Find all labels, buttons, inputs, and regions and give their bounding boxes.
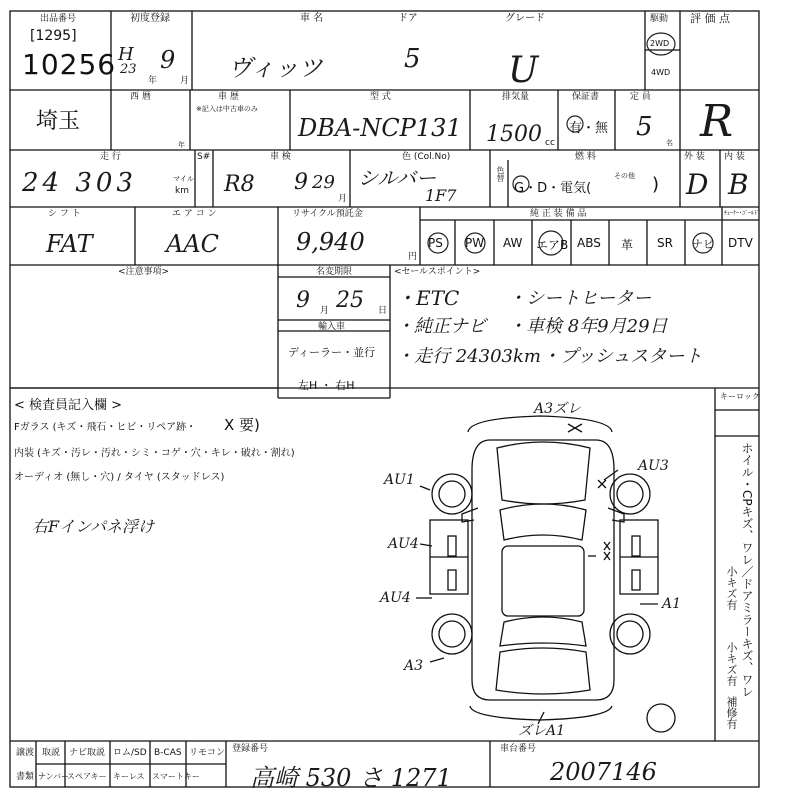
- side-note-small-scratch-1: 小キズ有: [725, 566, 738, 610]
- inspection-label: 車 検: [270, 152, 291, 162]
- mileage: 24 303: [22, 168, 137, 198]
- recycle-label: リサイクル預託金: [292, 209, 363, 219]
- door-count: 5: [404, 44, 421, 74]
- equip-ps: PS: [428, 236, 443, 250]
- expiry-month-unit: 月: [320, 306, 330, 316]
- damage-au1: AU1: [384, 472, 415, 488]
- recycle-yen: 円: [408, 252, 418, 262]
- equipment-label: 純 正 装 備 品: [530, 209, 587, 219]
- transfer-label: 譲渡: [16, 748, 35, 758]
- color-code: 1F7: [425, 186, 457, 205]
- grade-label: グレード: [505, 13, 545, 24]
- selling-point-navi: ・純正ナビ: [396, 316, 486, 337]
- ac-label: エ ア コ ン: [172, 209, 217, 219]
- color-name: シルバー: [358, 166, 437, 190]
- warranty-label: 保証書: [572, 92, 600, 102]
- import-dealer: ディーラー・並行: [288, 346, 376, 359]
- expiry-label: 名変期限: [316, 267, 353, 277]
- region-label: 西 暦: [130, 92, 151, 102]
- shift: FAT: [46, 230, 93, 258]
- damage-a1-right: A1: [662, 596, 682, 612]
- mileage-label: 走 行: [100, 152, 121, 162]
- capacity-label: 定 員: [630, 92, 651, 102]
- drive-label: 駆動: [650, 14, 669, 24]
- first-reg-label: 初度登録: [130, 13, 170, 24]
- history-note: ※記入は中古車のみ: [196, 105, 258, 113]
- selling-point-push-start: ・プッシュスタート: [542, 346, 703, 367]
- caution-label: <注意事項>: [118, 267, 170, 277]
- door-label: ドア: [398, 13, 418, 24]
- side-note-repaired: 補修有: [725, 696, 738, 729]
- mile-unit: マイル: [173, 175, 194, 183]
- displacement-label: 排気量: [502, 92, 530, 102]
- chassis-number: 2007146: [550, 758, 657, 786]
- model-code: DBA-NCP131: [298, 114, 462, 142]
- displacement: 1500: [486, 122, 542, 147]
- selling-point-mileage: ・走行 24303km: [396, 346, 541, 367]
- first-reg-month: 9: [160, 46, 176, 74]
- drive-4wd: 4WD: [651, 68, 671, 77]
- doc-keyless: キーレス: [113, 772, 145, 781]
- capacity-unit: 名: [666, 139, 673, 147]
- selling-point-seat-heater: ・シートヒーター: [508, 288, 652, 309]
- equip-sunroof: SR: [657, 236, 673, 250]
- warranty: 有・無: [569, 121, 609, 136]
- selling-point-etc: ・ETC: [396, 286, 460, 310]
- doc-bcas: B-CAS: [154, 748, 182, 758]
- car-name-label: 車 名: [300, 13, 324, 24]
- audio-tire-condition: オーディオ (無し・穴) / タイヤ (スタッドレス): [14, 472, 225, 483]
- chassis-label: 車台番号: [500, 744, 537, 754]
- damage-a3-top: A3ズレ: [534, 401, 582, 417]
- side-note-small-scratch-2: 小キズ有: [725, 642, 738, 686]
- damage-au3: AU3: [638, 458, 669, 474]
- color-label: 色 (Col.No): [402, 152, 451, 162]
- fuel-other: その他: [614, 172, 635, 180]
- doc-navi-manual: ナビ取説: [69, 748, 106, 758]
- inspection-month: 9: [294, 170, 308, 195]
- import-handle: 左H ・ 右H: [298, 379, 355, 392]
- car-name: ヴィッツ: [228, 54, 323, 82]
- selling-point-inspection: ・車検 8年9月29日: [508, 316, 668, 337]
- equip-airbag: エアB: [536, 238, 569, 252]
- drive-2wd: 2WD: [650, 39, 670, 48]
- inspector-note: 右Fインパネ浮け: [32, 517, 154, 536]
- doc-remote: リモコン: [189, 748, 226, 758]
- first-reg-era: H: [118, 44, 134, 65]
- doc-smart-key: スマートキー: [152, 772, 200, 781]
- capacity: 5: [636, 112, 653, 142]
- score-value: R: [700, 96, 734, 147]
- damage-bottom: ズレA1: [518, 723, 566, 739]
- doc-number-plate: ナンバー: [38, 772, 70, 781]
- km-unit: km: [175, 186, 189, 196]
- equip-leather: 革: [621, 238, 634, 252]
- fuel-type: G・D・電気(: [514, 181, 592, 196]
- registration-number: 高崎 530 さ 1271: [250, 764, 452, 792]
- equip-abs: ABS: [577, 236, 601, 250]
- interior-label: 内 装: [724, 152, 745, 162]
- key-lock-label: キーロック: [720, 392, 760, 401]
- lot-number: 10256: [22, 48, 117, 81]
- equip-dtv: DTV: [728, 236, 753, 250]
- expiry-day: 25: [336, 288, 364, 313]
- exterior-label: 外 装: [684, 152, 705, 162]
- damage-a3-bottom: A3: [404, 658, 424, 674]
- exterior-score: D: [686, 168, 709, 201]
- first-reg-year-unit: 年: [148, 76, 158, 86]
- doc-manual: 取説: [42, 748, 61, 758]
- inspection-day: 29: [312, 172, 335, 193]
- s-label: S#: [197, 152, 211, 162]
- history-label: 車 歴: [218, 92, 239, 102]
- expiry-month: 9: [296, 288, 310, 313]
- damage-au4-lower: AU4: [380, 590, 411, 606]
- shift-label: シ フ ト: [48, 209, 81, 219]
- score-label: 評 価 点: [690, 12, 730, 25]
- grade: U: [508, 50, 539, 91]
- displacement-unit: cc: [545, 138, 555, 148]
- damage-au4-upper: AU4: [388, 536, 419, 552]
- fuel-label: 燃 料: [575, 152, 596, 162]
- color-change-label: 色替: [496, 166, 505, 182]
- glass-condition: Fガラス (キズ・飛石・ヒビ・リペア跡・: [14, 422, 197, 433]
- tuner-label: ﾁｭｰﾅｰ･ｺﾞｰﾙﾄﾞ: [724, 210, 761, 217]
- transfer-label-2: 書類: [16, 772, 35, 782]
- first-reg-month-unit: 月: [180, 76, 190, 86]
- first-reg-year: 23: [120, 62, 137, 77]
- model-label: 型 式: [370, 92, 391, 102]
- selling-points-label: <セールスポイント>: [394, 267, 481, 277]
- lot-label: 出品番号: [40, 14, 77, 24]
- glass-replace: X 要): [224, 416, 260, 434]
- recycle-fee: 9,940: [296, 228, 365, 256]
- equip-aw: AW: [503, 236, 523, 250]
- interior-condition: 内装 (キズ・汚レ・汚れ・シミ・コゲ・穴・キレ・破れ・割れ): [14, 448, 295, 459]
- fuel-close: ): [652, 174, 660, 195]
- import-label: 輸入車: [318, 322, 346, 332]
- region: 埼玉: [36, 109, 81, 134]
- doc-spare-key: スペアキー: [67, 772, 107, 781]
- side-note-wheel-mirror: ホイル・CPキズ、ワレ／ドアミラーキズ、ワレ: [740, 442, 754, 698]
- expiry-day-unit: 日: [378, 306, 388, 316]
- registration-label: 登録番号: [232, 744, 269, 754]
- inspection-year: R8: [224, 172, 255, 197]
- interior-score: B: [728, 168, 749, 201]
- lot-sub-number: [1295]: [30, 28, 77, 44]
- equip-navi: ナビ: [692, 238, 714, 251]
- history-year-unit: 年: [178, 141, 185, 149]
- inspection-title: < 検査員記入欄 >: [14, 398, 123, 413]
- inspection-month-unit: 月: [338, 194, 348, 204]
- air-conditioner: AAC: [166, 230, 220, 258]
- equip-pw: PW: [465, 236, 485, 250]
- doc-rom-sd: ロム/SD: [113, 748, 147, 758]
